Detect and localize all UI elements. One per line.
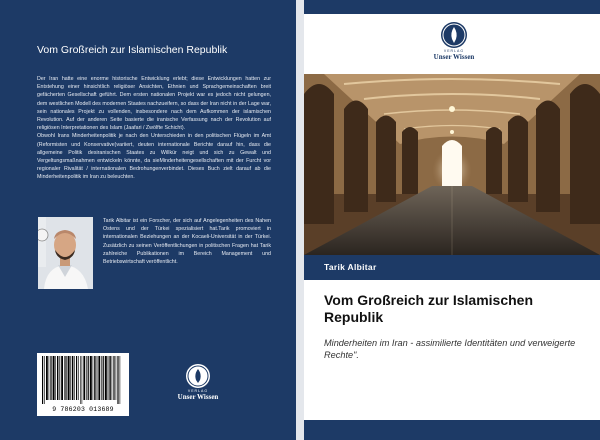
- front-author-name: Tarik Albitar: [324, 262, 377, 272]
- barcode: [37, 353, 129, 416]
- publisher-verlag-label: VERLAG: [187, 389, 209, 393]
- publisher-name: Unser Wissen: [177, 393, 219, 401]
- front-bottom-bar: [304, 420, 600, 440]
- publisher-logo-front: [404, 22, 504, 61]
- publisher-name: Unser Wissen: [433, 53, 475, 61]
- publisher-crest-icon: [186, 364, 210, 388]
- front-cover-title: Vom Großreich zur Islamischen Republik: [324, 292, 534, 325]
- author-bio: Tarik Albitar ist ein Forscher, der sich auf Angelegenheiten des Nahen Ostens und der Türkei spezialisiert hat.Tarik promoviert in internationalen Beziehungen an der Kocaeli-Universität in der Türkei. Zusätzlich zu seinen Veröffentlichungen in politischen Fragen hat Tarik zahlreiche Publikationen im Bereich Management und Betriebswirtschaft veröffentlicht.: [103, 218, 271, 266]
- barcode-number: 9 786203 013689: [52, 406, 114, 413]
- back-cover-title: Vom Großreich zur Islamischen Republik: [37, 44, 228, 56]
- publisher-crest-icon: [441, 22, 467, 48]
- blurb-paragraph-2: Obwohl Irans Minderheitenpolitik je nach den Unterschieden in den politischen Flügeln im Amt (Reformisten und Konservative)variiert, deuten internationale Berichte darauf hin, dass die allgemeine Politik desiranischen Staates zu Willkür neigt und sich zu Gewalt und Vergeltungsmaßnahmen entwickeln könnte, da sieMinderheitengesellschaften mit der Furcht vor regionaler Rivalität / internationalen Bedrohungenverbindet. Dieses Buch zielt darauf ab die Minderheitenpolitik im Iran zu beleuchten.: [37, 133, 271, 181]
- author-photo: [38, 217, 93, 289]
- publisher-logo-back: [168, 364, 228, 401]
- cover-photo-arched-corridor: [304, 74, 600, 255]
- front-cover-subtitle: Minderheiten im Iran - assimilierte Identitäten und verweigerte Rechte".: [324, 338, 576, 360]
- back-cover: [0, 0, 296, 440]
- front-top-bar: [304, 0, 600, 14]
- book-spine: [296, 0, 304, 440]
- publisher-verlag-label: VERLAG: [443, 49, 465, 53]
- barcode-bars: [37, 354, 129, 406]
- back-cover-blurb: [37, 75, 271, 182]
- front-cover: [304, 0, 600, 440]
- blurb-paragraph-1: Der Iran hatte eine enorme historische Entwicklung erlebt; diese Entwicklungen hatten zur Entstehung einer hinsichtlich religiöser Ansichten, Ethnien und Sprachgemeinschaften breit gefächerten Gesellschaft geführt. Dem ersten nationalen Projekt war es jedoch nicht gelungen, dem westlichen Modell des modernen Staates nachzueifern, so dass der Iran nicht in der Lage war, sein nationales Projekt zu vollenden, insbesondere nach dem Aufkommen der islamischen Revolution. Auf der anderen Seite basierte die iranische Verfassung nach der Revolution auf religiösen Interpretationen des Islam (Jaafari / Zwölfte Schicht).: [37, 76, 271, 132]
